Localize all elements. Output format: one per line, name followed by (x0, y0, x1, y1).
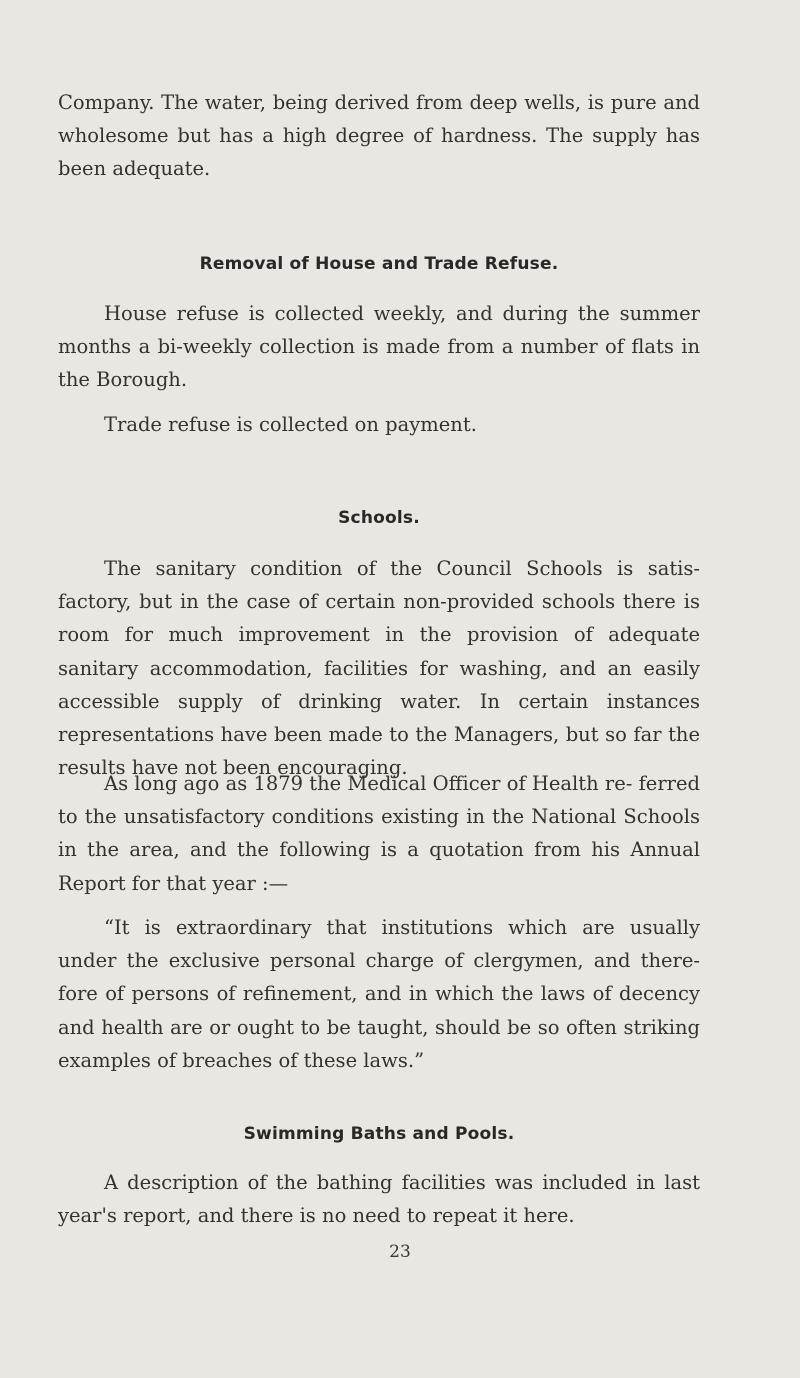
heading-schools: Schools. (338, 508, 420, 528)
paragraph-quotation: “It is extraordinary that institutions which are usually under the exclusive personal charge of clergymen, and there- fore of persons of refinement, and in which the laws of decency and health are or ought to be taught, should be so often striking examples of breaches of these laws.” (58, 916, 700, 1072)
heading-swimming-baths: Swimming Baths and Pools. (243, 1124, 515, 1144)
heading-refuse-removal: Removal of House and Trade Refuse. (199, 254, 559, 274)
paragraph-trade-refuse: Trade refuse is collected on payment. (104, 413, 477, 436)
paragraph-house-refuse: House refuse is collected weekly, and during the summer months a bi-weekly collection is made from a number of flats in the Borough. (58, 302, 700, 392)
paragraph-sanitary-condition: The sanitary condition of the Council Schools is satis- factory, but in the case of certain non-provided schools there is room for much improvement in the provision of adequate sanitary accommodation, facilities for washing, and an easily accessible supply of drinking water. In certain instances representations have been made to the Managers, but so far the results have not been encouraging. (58, 557, 700, 780)
paragraph-medical-officer: As long ago as 1879 the Medical Officer of Health re- ferred to the unsatisfactory conditions existing in the National Schools in the area, and the following is a quotation from his Annual Report for that year :— (58, 772, 700, 895)
paragraph-bathing-facilities: A description of the bathing facilities was included in last year's report, and there is no need to repeat it here. (58, 1171, 700, 1228)
page-number: 23 (389, 1242, 411, 1262)
paragraph-water-supply: Company. The water, being derived from deep wells, is pure and wholesome but has a high degree of hardness. The supply has been adequate. (58, 91, 700, 181)
